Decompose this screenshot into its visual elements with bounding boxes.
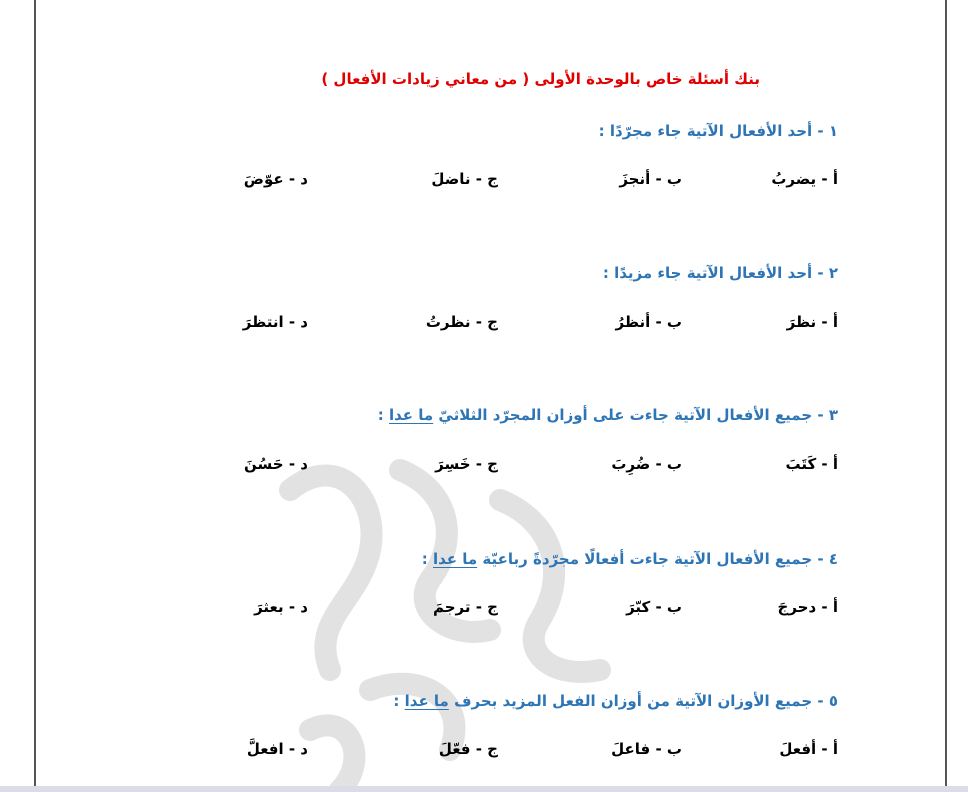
option-d: د - عوّضَ	[243, 170, 308, 188]
document-title: بنك أسئلة خاص بالوحدة الأولى ( من معاني زيادات الأفعال )	[321, 70, 760, 88]
options-row-5	[0, 740, 968, 764]
option-a: أ - كَتَبَ	[785, 455, 838, 473]
options-row-2	[0, 313, 968, 337]
question-colon: :	[421, 550, 433, 568]
question-text: ٤ - جميع الأفعال الآتية جاءت أفعالًا مجرّدةً رباعيّة	[482, 550, 838, 568]
options-row-3	[0, 455, 968, 479]
option-b: ب - فاعلَ	[611, 740, 682, 758]
option-d: د - افعلَّ	[246, 740, 308, 758]
question-colon: :	[377, 406, 389, 424]
question-1	[60, 122, 838, 140]
option-a: أ - يضربُ	[771, 170, 838, 188]
option-b: ب - كبّرَ	[626, 598, 682, 616]
option-c: ج - ناضلَ	[431, 170, 498, 188]
question-5	[60, 692, 838, 710]
option-d: د - انتظرَ	[242, 313, 308, 331]
question-2	[60, 264, 838, 282]
question-4	[60, 550, 838, 568]
question-colon: :	[393, 692, 405, 710]
option-a: أ - نظرَ	[786, 313, 838, 331]
question-text: ٢ - أحد الأفعال الآتية جاء مزيدًا :	[602, 264, 838, 282]
option-d: د - حَسُنَ	[244, 455, 308, 473]
page-border-right	[945, 0, 947, 792]
options-row-4	[0, 598, 968, 622]
question-text: ٥ - جميع الأوزان الآتية من أوزان الفعل المزيد بحرف	[454, 692, 838, 710]
question-text: ٣ - جميع الأفعال الآتية جاءت على أوزان المجرّد الثلاثيّ	[438, 406, 838, 424]
options-row-1	[0, 170, 968, 194]
except-marker: ما عدا	[432, 550, 478, 568]
option-c: ج - فعّلَ	[438, 740, 498, 758]
bottom-scroll-strip	[0, 786, 968, 792]
option-a: أ - أفعلَ	[779, 740, 838, 758]
page-border-left	[34, 0, 36, 792]
question-3	[60, 406, 838, 424]
option-c: ج - ترجمَ	[432, 598, 498, 616]
option-c: ج - خَسِرَ	[435, 455, 498, 473]
option-d: د - بعثرَ	[254, 598, 308, 616]
option-b: ب - أنظرُ	[615, 313, 682, 331]
option-c: ج - نظرتُ	[425, 313, 498, 331]
question-text: ١ - أحد الأفعال الآتية جاء مجرّدًا :	[598, 122, 838, 140]
option-b: ب - أنجزَ	[619, 170, 682, 188]
except-marker: ما عدا	[404, 692, 449, 710]
option-a: أ - دحرجَ	[777, 598, 838, 616]
except-marker: ما عدا	[388, 406, 434, 424]
option-b: ب - ضُرِبَ	[611, 455, 682, 473]
